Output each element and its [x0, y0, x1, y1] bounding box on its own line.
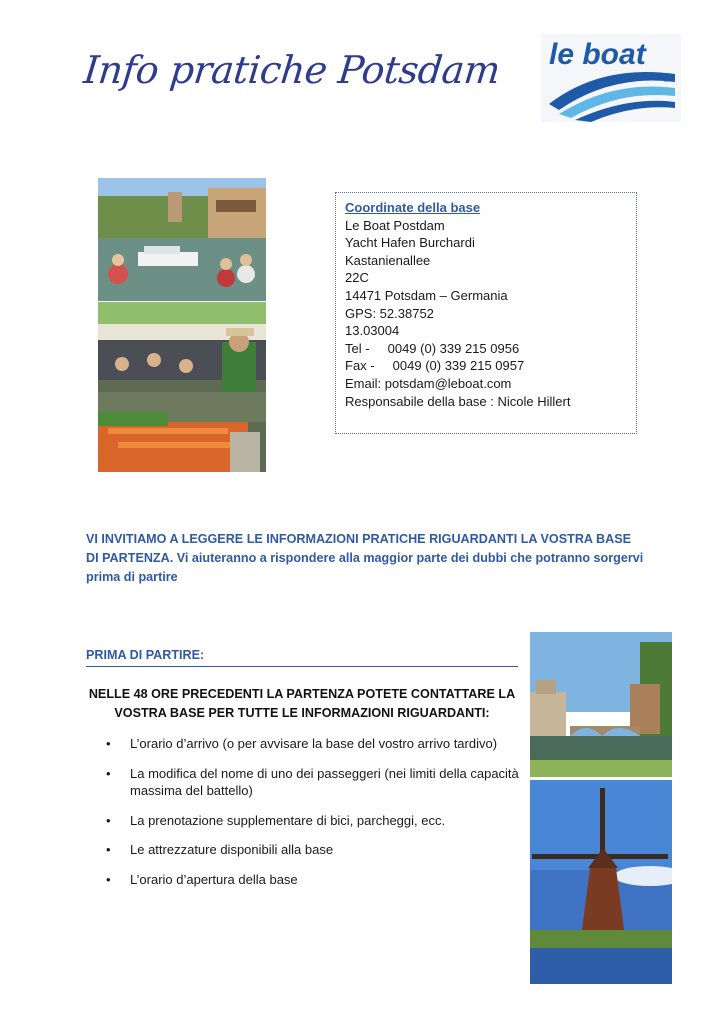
le-boat-logo: [541, 34, 681, 122]
bullet-icon: •: [106, 871, 111, 887]
bullet-icon: •: [106, 765, 111, 781]
logo-wordmark: le boat: [549, 38, 646, 71]
address-line: Yacht Hafen Burchardi: [345, 235, 475, 251]
bullet-icon: •: [106, 812, 111, 828]
address-line: 14471 Potsdam – Germania: [345, 287, 508, 303]
address-line: Le Boat Postdam: [345, 217, 445, 233]
list-item: • La modifica del nome di uno dei passeggeri (nei limiti della capacità massima del battello): [106, 765, 519, 798]
section-subtitle: NELLE 48 ORE PRECEDENTI LA PARTENZA POTETE CONTATTARE LA VOSTRA BASE PER TUTTE LE INFORMAZIONI RIGUARDANTI:: [88, 687, 516, 720]
base-coordinates-box: [335, 192, 637, 434]
address-line: Kastanienallee: [345, 252, 431, 268]
section-title: PRIMA DI PARTIRE:: [86, 648, 518, 667]
bullet-icon: •: [106, 736, 111, 751]
market-photo: [98, 302, 266, 472]
intro-paragraph: VI INVITIAMO A LEGGERE LE INFORMAZIONI PRATICHE RIGUARDANTI LA VOSTRA BASE DI PARTENZA. Vi aiuteranno a rispondere alla maggior parte dei dubbi che potranno sorgervi prima di partire: [86, 532, 644, 584]
gps-longitude: 13.03004: [345, 323, 400, 339]
canal-bridge-photo: [530, 632, 672, 777]
coordinates-header: Coordinate della base: [345, 200, 481, 215]
page-title: Info pratiche Potsdam: [81, 48, 502, 92]
phone: Tel - 0049 (0) 339 215 0956: [345, 340, 520, 356]
list-item: • L’orario d’arrivo (o per avvisare la base del vostro arrivo tardivo): [106, 736, 498, 751]
fax: Fax - 0049 (0) 339 215 0957: [345, 358, 525, 374]
bullet-icon: •: [106, 842, 111, 857]
list-item: • L’orario d’apertura della base: [106, 871, 298, 887]
list-item: • Le attrezzature disponibili alla base: [106, 842, 334, 857]
gps-latitude: GPS: 52.38752: [345, 305, 434, 321]
canal-village-photo: [98, 178, 266, 301]
windmill-photo: [530, 780, 672, 984]
address-line: 22C: [345, 270, 369, 286]
base-manager: Responsabile della base : Nicole Hillert: [345, 393, 571, 409]
email[interactable]: Email: potsdam@leboat.com: [345, 375, 512, 391]
contact-topics-list: [86, 735, 526, 900]
list-item: • La prenotazione supplementare di bici, parcheggi, ecc.: [106, 812, 446, 828]
